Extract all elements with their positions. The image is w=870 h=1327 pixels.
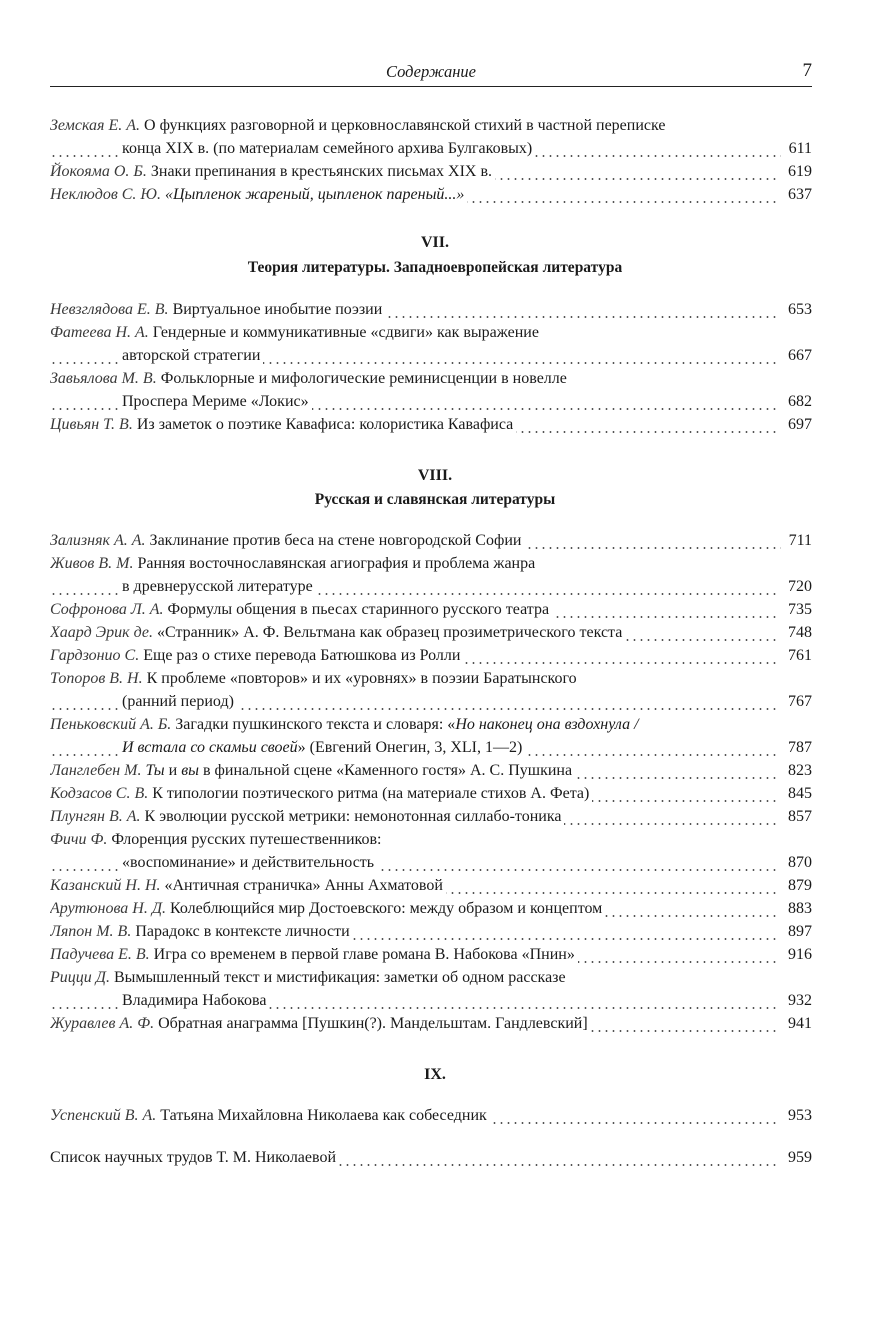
toc-entry xyxy=(50,552,812,598)
entry-author: Топоров В. Н. xyxy=(50,670,143,687)
toc-entry xyxy=(50,367,812,413)
entry-page: 611 xyxy=(781,137,812,160)
entry-title-ital: вы xyxy=(181,762,199,779)
entry-page: 619 xyxy=(780,160,812,183)
entry-author: Гардзонио С. xyxy=(50,647,140,664)
entry-author: Земская Е. А. xyxy=(50,117,141,134)
toc-entry xyxy=(50,1012,812,1035)
toc-entry xyxy=(50,966,812,1012)
toc-entry xyxy=(50,782,812,805)
entry-title: Знаки препинания в крестьянских письмах XIX в. xyxy=(150,163,493,180)
entry-page: 735 xyxy=(780,598,812,621)
entry-title: Вымышленный текст и мистификация: заметки об одном рассказе xyxy=(113,969,566,986)
toc-entry xyxy=(50,828,812,874)
toc-entry xyxy=(50,920,812,943)
toc-entry xyxy=(50,667,812,713)
toc-entry xyxy=(50,183,812,206)
entry-author: Цивьян Т. В. xyxy=(50,416,133,433)
entry-title-cont: «воспоминание» и действительность xyxy=(122,854,377,871)
entry-author: Хаард Эрик де. xyxy=(50,624,154,641)
entry-page: 897 xyxy=(780,920,812,943)
entry-title: Игра со временем в первой главе романа В. Набокова «Пнин» xyxy=(153,946,575,963)
entry-title-quote: И встала со скамьи своей xyxy=(122,739,298,756)
entry-author: Плунгян В. А. xyxy=(50,808,141,825)
entry-page: 845 xyxy=(780,782,812,805)
entry-title: Флоренция русских путешественников: xyxy=(111,831,382,848)
toc-entry xyxy=(50,943,812,966)
entry-title: Гендерные и коммуникативные «сдвиги» как выражение xyxy=(152,324,539,341)
entry-title: «Странник» А. Ф. Вельтмана как образец прозиметрического текста xyxy=(157,624,623,641)
entry-title: Фольклорные и мифологические реминисценции в новелле xyxy=(160,370,567,387)
entry-author: Йокояма О. Б. xyxy=(50,163,147,180)
entry-page: 787 xyxy=(780,736,812,759)
entry-title: Виртуальное инобытие поэзии xyxy=(172,301,383,318)
entry-title-cont: авторской стратегии xyxy=(122,347,263,364)
entry-page: 667 xyxy=(780,344,812,367)
entry-page: 697 xyxy=(780,413,812,436)
toc-entry xyxy=(50,114,812,160)
toc-entry xyxy=(50,529,812,552)
entry-author: Зализняк А. А. xyxy=(50,532,146,549)
toc-entry xyxy=(50,644,812,667)
entry-page: 932 xyxy=(780,989,812,1012)
entry-title: Колеблющийся мир Достоевского: между образом и концептом xyxy=(170,900,603,917)
section-title: Русская и славянская литературы xyxy=(314,491,556,508)
entry-title-cont: Проспера Мериме «Локис» xyxy=(122,393,312,410)
entry-author: Успенский В. А. xyxy=(50,1107,157,1124)
toc-entry xyxy=(50,1104,812,1127)
entry-page: 637 xyxy=(780,183,812,206)
entry-title: Заклинание против беса на стене новгородской Софии xyxy=(149,532,522,549)
toc-entry xyxy=(50,160,812,183)
entry-title: Обратная анаграмма [Пушкин(?). Мандельштам. Гандлевский] xyxy=(158,1015,588,1032)
toc-entry xyxy=(50,413,812,436)
entry-page: 720 xyxy=(780,575,812,598)
entry-title-cont: (ранний период) xyxy=(122,693,237,710)
entry-author: Фичи Ф. xyxy=(50,831,108,848)
entry-title: Список научных трудов Т. М. Николаевой xyxy=(50,1149,339,1166)
entry-title: К эволюции русской метрики: немонотонная силлабо-тоника xyxy=(144,808,562,825)
entry-title: Еще раз о стихе перевода Батюшкова из Ролли xyxy=(143,647,461,664)
toc-entry xyxy=(50,321,812,367)
toc-entry xyxy=(50,897,812,920)
entry-title: «Античная страничка» Анны Ахматовой xyxy=(164,877,443,894)
entry-title-ital: Ты xyxy=(145,762,165,779)
entry-title-cont: в древнерусской литературе xyxy=(122,578,316,595)
entry-title: Загадки пушкинского текста и словаря: « xyxy=(175,716,456,733)
entry-author: Ланглебен М. xyxy=(50,762,142,779)
entry-title: Формулы общения в пьесах старинного русского театра xyxy=(167,601,550,618)
page-number: 7 xyxy=(802,60,812,81)
toc-entry xyxy=(50,874,812,897)
entry-title-cont: » (Евгений Онегин, 3, XLI, 1—2) xyxy=(297,739,523,756)
entry-title-cont: конца XIX в. (по материалам семейного архива Булгаковых) xyxy=(122,140,535,157)
entry-author: Казанский Н. Н. xyxy=(50,877,161,894)
section-number: VII. xyxy=(420,234,449,251)
entry-author: Арутюнова Н. Д. xyxy=(50,900,167,917)
toc-entry xyxy=(50,298,812,321)
toc-entry xyxy=(50,759,812,782)
toc-entry xyxy=(50,713,812,759)
entry-author: Софронова Л. А. xyxy=(50,601,164,618)
entry-title: Парадокс в контексте личности xyxy=(135,923,350,940)
entry-title-cont: Владимира Набокова xyxy=(122,992,269,1009)
entry-title: в финальной сцене «Каменного гостя» А. С. Пушкина xyxy=(198,762,573,779)
entry-page: 711 xyxy=(781,529,812,552)
entry-author: Фатеева Н. А. xyxy=(50,324,149,341)
entry-page: 953 xyxy=(780,1104,812,1127)
entry-author: Кодзасов С. В. xyxy=(50,785,149,802)
entry-title: и xyxy=(164,762,182,779)
section-number: VIII. xyxy=(417,467,453,484)
entry-title: «Цыпленок жареный, цыпленок пареный...» xyxy=(164,186,465,203)
entry-page: 748 xyxy=(780,621,812,644)
entry-author: Рицци Д. xyxy=(50,969,110,986)
entry-title-quote: Но наконец она вздохнула / xyxy=(455,716,639,733)
running-header xyxy=(50,60,812,87)
entry-page: 682 xyxy=(780,390,812,413)
section-title: Теория литературы. Западноевропейская литература xyxy=(247,259,623,276)
entry-page: 959 xyxy=(780,1146,812,1169)
entry-author: Неклюдов С. Ю. xyxy=(50,186,161,203)
entry-page: 823 xyxy=(780,759,812,782)
entry-page: 879 xyxy=(780,874,812,897)
toc-entry xyxy=(50,805,812,828)
entry-page: 916 xyxy=(780,943,812,966)
toc-entry xyxy=(50,598,812,621)
entry-title: К проблеме «повторов» и их «уровнях» в поэзии Баратынского xyxy=(146,670,577,687)
entry-title: Ранняя восточнославянская агиография и проблема жанра xyxy=(137,555,536,572)
entry-title: Из заметок о поэтике Кавафиса: колористика Кавафиса xyxy=(136,416,514,433)
toc-entry-bibliography xyxy=(50,1146,812,1169)
entry-author: Падучева Е. В. xyxy=(50,946,150,963)
entry-author: Завьялова М. В. xyxy=(50,370,157,387)
entry-author: Ляпон М. В. xyxy=(50,923,132,940)
entry-page: 857 xyxy=(780,805,812,828)
running-title: Содержание xyxy=(385,62,476,81)
section-number: IX. xyxy=(424,1066,446,1083)
entry-page: 941 xyxy=(780,1012,812,1035)
toc-entry xyxy=(50,621,812,644)
entry-author: Пеньковский А. Б. xyxy=(50,716,172,733)
entry-page: 883 xyxy=(780,897,812,920)
entry-author: Невзглядова Е. В. xyxy=(50,301,169,318)
entry-title: Татьяна Михайловна Николаева как собеседник xyxy=(160,1107,487,1124)
entry-title: К типологии поэтического ритма (на материале стихов А. Фета) xyxy=(152,785,590,802)
entry-page: 761 xyxy=(780,644,812,667)
entry-author: Живов В. М. xyxy=(50,555,134,572)
entry-author: Журавлев А. Ф. xyxy=(50,1015,155,1032)
entry-page: 767 xyxy=(780,690,812,713)
entry-page: 653 xyxy=(780,298,812,321)
entry-title: О функциях разговорной и церковнославянской стихий в частной переписке xyxy=(144,117,666,134)
entry-page: 870 xyxy=(780,851,812,874)
